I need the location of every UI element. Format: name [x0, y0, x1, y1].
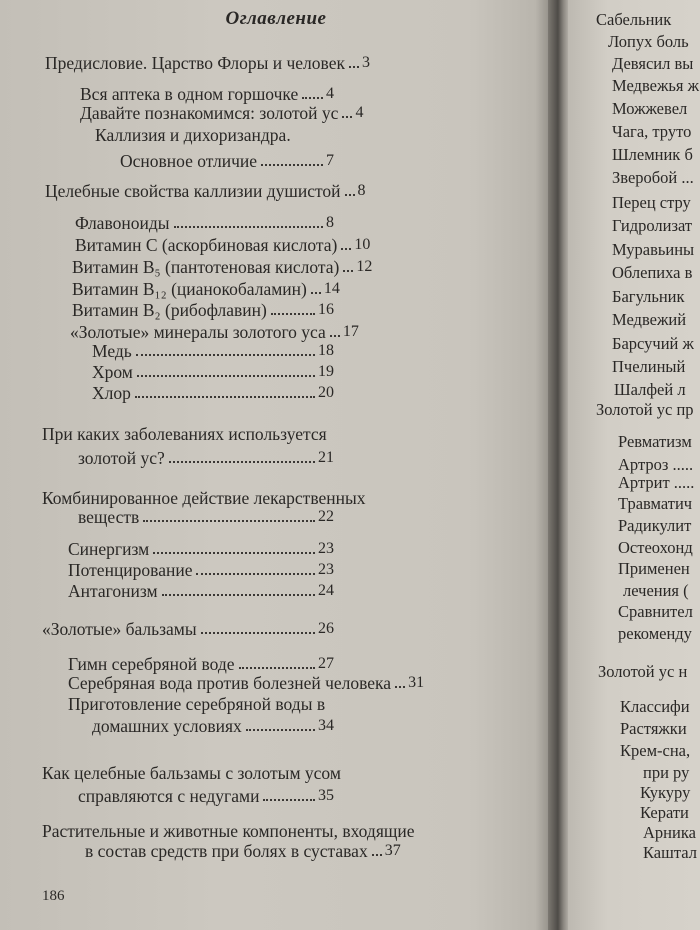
toc-page-number: 23 — [318, 540, 334, 557]
toc-entry-title: веществ — [78, 507, 140, 527]
right-page-toc-line: Девясил вы — [612, 54, 694, 73]
right-page-toc-line: Применен — [618, 559, 690, 578]
toc-entry-title: домашних условиях — [92, 716, 242, 736]
toc-page-number: 24 — [318, 582, 334, 599]
right-page-toc-line: Гидролизат — [612, 216, 693, 235]
toc-entry-title: Витамин B₂ (рибофлавин) — [72, 300, 267, 320]
right-page-toc-line: Барсучий ж — [612, 334, 694, 353]
toc-entry-title: Гимн серебряной воде — [68, 654, 235, 674]
toc-entry-title: Витамин С (аскорбиновая кислота) — [75, 235, 338, 255]
right-page-toc-line: Золотой ус пр — [596, 400, 694, 419]
dot-leader — [135, 396, 315, 398]
dot-leader — [302, 97, 323, 99]
dot-leader — [169, 461, 315, 463]
toc-entry-title: Вся аптека в одном горшочке — [80, 84, 299, 104]
dot-leader — [201, 632, 315, 634]
dot-leader — [395, 686, 405, 688]
toc-entry — [68, 672, 425, 694]
dot-leader — [143, 520, 315, 522]
toc-entry-title: «Золотые» минералы золотого уса — [70, 322, 326, 342]
toc-entry-title: Медь — [92, 341, 132, 361]
right-page-toc-line: Можжевел — [612, 99, 688, 118]
toc-page-number: 4 — [355, 104, 364, 121]
toc-page-number: 20 — [318, 384, 334, 401]
right-page-toc-line: Ревматизм — [618, 432, 692, 451]
toc-entry — [92, 340, 334, 362]
right-page-toc-line: при ру — [643, 763, 690, 782]
right-page-toc-line: Золотой ус н — [598, 662, 688, 681]
toc-page-number: 7 — [326, 152, 334, 169]
right-page-toc-line: Муравьины — [612, 240, 695, 259]
right-page-toc-line: Классифи — [620, 697, 690, 716]
right-page-toc-line: Керати — [640, 803, 689, 822]
toc-page-number: 12 — [356, 258, 373, 275]
right-page-toc-line: Пчелиный — [612, 357, 686, 376]
right-page-toc-line: Кукуру — [640, 783, 691, 802]
toc-entry — [45, 180, 366, 202]
dot-leader — [136, 354, 315, 356]
toc-entry — [75, 234, 371, 256]
right-page-toc-line: Артрит ..... — [618, 473, 695, 492]
toc-page-number: 31 — [408, 674, 425, 691]
dot-leader — [239, 667, 315, 669]
right-page-toc-line: Лопух боль — [608, 32, 689, 51]
toc-page-number: 3 — [361, 54, 370, 71]
toc-page-number: 8 — [326, 214, 334, 231]
toc-entry — [92, 361, 334, 383]
page-number: 186 — [42, 888, 65, 904]
right-page-toc-line: Шалфей л — [614, 380, 686, 399]
toc-page-number: 37 — [384, 842, 401, 859]
toc-page-number: 23 — [318, 561, 334, 578]
dot-leader — [162, 594, 315, 596]
right-page-toc-line: Растяжки — [620, 719, 687, 738]
toc-entry — [68, 580, 334, 602]
right-page-toc-line: Багульник — [612, 287, 685, 306]
toc-entry-line — [68, 693, 325, 715]
toc-page-number: 19 — [318, 363, 334, 380]
right-page-toc-line: Зверобой ... — [612, 168, 694, 187]
toc-page-number: 34 — [318, 717, 334, 734]
dot-leader — [261, 164, 323, 166]
toc-page-number: 10 — [354, 236, 371, 253]
right-page-toc-line: Каштал — [643, 843, 697, 862]
dot-leader — [330, 335, 340, 337]
toc-entry-title: Растительные и животные компоненты, входящие — [42, 821, 415, 841]
toc-entry-title: Предисловие. Царство Флоры и человек — [45, 53, 345, 73]
toc-entry-line — [95, 124, 291, 146]
dot-leader — [246, 729, 315, 731]
right-page-toc-line: рекоменду — [618, 624, 692, 643]
right-page-toc-line: Медвежий — [612, 310, 687, 329]
toc-entry-line — [42, 762, 341, 784]
dot-leader — [345, 194, 355, 196]
dot-leader — [311, 292, 321, 294]
right-page-toc-line: Остеохонд — [618, 538, 693, 557]
right-page-toc-line: Перец стру — [612, 193, 691, 212]
toc-entry-title: Комбинированное действие лекарственных — [42, 488, 366, 508]
toc-entry — [78, 506, 334, 528]
toc-page-number: 21 — [318, 449, 334, 466]
dot-leader — [349, 66, 359, 68]
toc-entry — [68, 559, 334, 581]
book-gutter — [548, 0, 570, 930]
dot-leader — [372, 854, 382, 856]
toc-entry — [78, 785, 334, 807]
toc-title: Оглавление — [225, 8, 327, 29]
toc-entry-title: Как целебные бальзамы с золотым усом — [42, 763, 341, 783]
toc-page-number: 8 — [357, 182, 366, 199]
right-page-toc-line: Артроз ..... — [618, 455, 694, 474]
toc-entry-title: Основное отличие — [120, 151, 258, 171]
toc-entry — [92, 715, 334, 737]
toc-page-number: 14 — [323, 280, 340, 297]
toc-entry-title: Хром — [92, 362, 133, 382]
toc-entry-title: Флавоноиды — [75, 213, 170, 233]
toc-entry-title: «Золотые» бальзамы — [42, 619, 197, 639]
right-page-toc-line: Травматич — [618, 494, 693, 513]
toc-entry-title: золотой ус? — [78, 448, 165, 468]
toc-page-number: 27 — [318, 655, 334, 672]
toc-entry-title: Приготовление серебряной воды в — [68, 694, 326, 714]
toc-entry — [72, 256, 373, 278]
toc-entry — [72, 299, 334, 321]
toc-entry — [42, 618, 334, 640]
toc-entry-title: справляются с недугами — [78, 786, 260, 806]
toc-entry-title: При каких заболеваниях используется — [42, 424, 327, 444]
toc-entry-title: Витамин B₁₂ (цианокобаламин) — [72, 279, 307, 299]
toc-entry — [75, 212, 334, 234]
dot-leader — [174, 226, 324, 228]
right-page-toc-line: Облепиха в — [612, 263, 693, 282]
dot-leader — [263, 799, 315, 801]
dot-leader — [343, 270, 353, 272]
toc-entry-title: Каллизия и дихоризандра. — [95, 125, 291, 145]
right-page-toc-line: Сабельник — [596, 10, 672, 29]
dot-leader — [196, 573, 315, 575]
toc-page-number: 35 — [318, 787, 334, 804]
toc-entry-line — [42, 423, 327, 445]
toc-entry-title: Давайте познакомимся: золотой ус — [80, 103, 339, 123]
toc-entry — [92, 382, 334, 404]
right-page-toc-line: Медвежья ж — [612, 76, 700, 95]
toc-entry-line — [42, 820, 414, 842]
toc-entry-title: Антагонизм — [68, 581, 158, 601]
dot-leader — [137, 375, 315, 377]
right-page-toc-line: Сравнител — [618, 602, 693, 621]
toc-page-number: 17 — [342, 323, 359, 340]
toc-entry — [120, 150, 334, 172]
toc-entry — [85, 840, 401, 862]
right-page — [568, 0, 700, 930]
toc-page-number: 16 — [318, 301, 334, 318]
toc-entry-title: в состав средств при болях в суставах — [85, 841, 368, 861]
toc-entry-title: Потенцирование — [68, 560, 193, 580]
toc-entry-title: Синергизм — [68, 539, 150, 559]
right-page-toc-line: Чага, труто — [612, 122, 692, 141]
toc-entry — [72, 278, 340, 300]
right-page-toc-line: лечения ( — [623, 581, 689, 600]
right-page-toc-line: Арника — [643, 823, 696, 842]
dot-leader — [341, 248, 351, 250]
toc-page-number: 18 — [318, 342, 334, 359]
right-page-toc-line: Радикулит — [618, 516, 692, 535]
toc-entry — [68, 538, 334, 560]
right-page-toc-line: Крем-сна, — [620, 741, 691, 760]
right-page-toc-line: Шлемник б — [612, 145, 693, 164]
dot-leader — [153, 552, 315, 554]
toc-entry-title: Серебряная вода против болезней человека — [68, 673, 392, 693]
toc-entry — [80, 102, 364, 124]
toc-page-number: 22 — [318, 508, 334, 525]
toc-entry-title: Целебные свойства каллизии душистой — [45, 181, 341, 201]
toc-entry — [45, 52, 370, 74]
toc-entry-title: Хлор — [92, 383, 131, 403]
toc-page-number: 4 — [326, 85, 334, 102]
toc-entry — [78, 447, 334, 469]
dot-leader — [342, 116, 352, 118]
dot-leader — [271, 313, 315, 315]
toc-entry-title: Витамин B₅ (пантотеновая кислота) — [72, 257, 340, 277]
toc-page-number: 26 — [318, 620, 334, 637]
